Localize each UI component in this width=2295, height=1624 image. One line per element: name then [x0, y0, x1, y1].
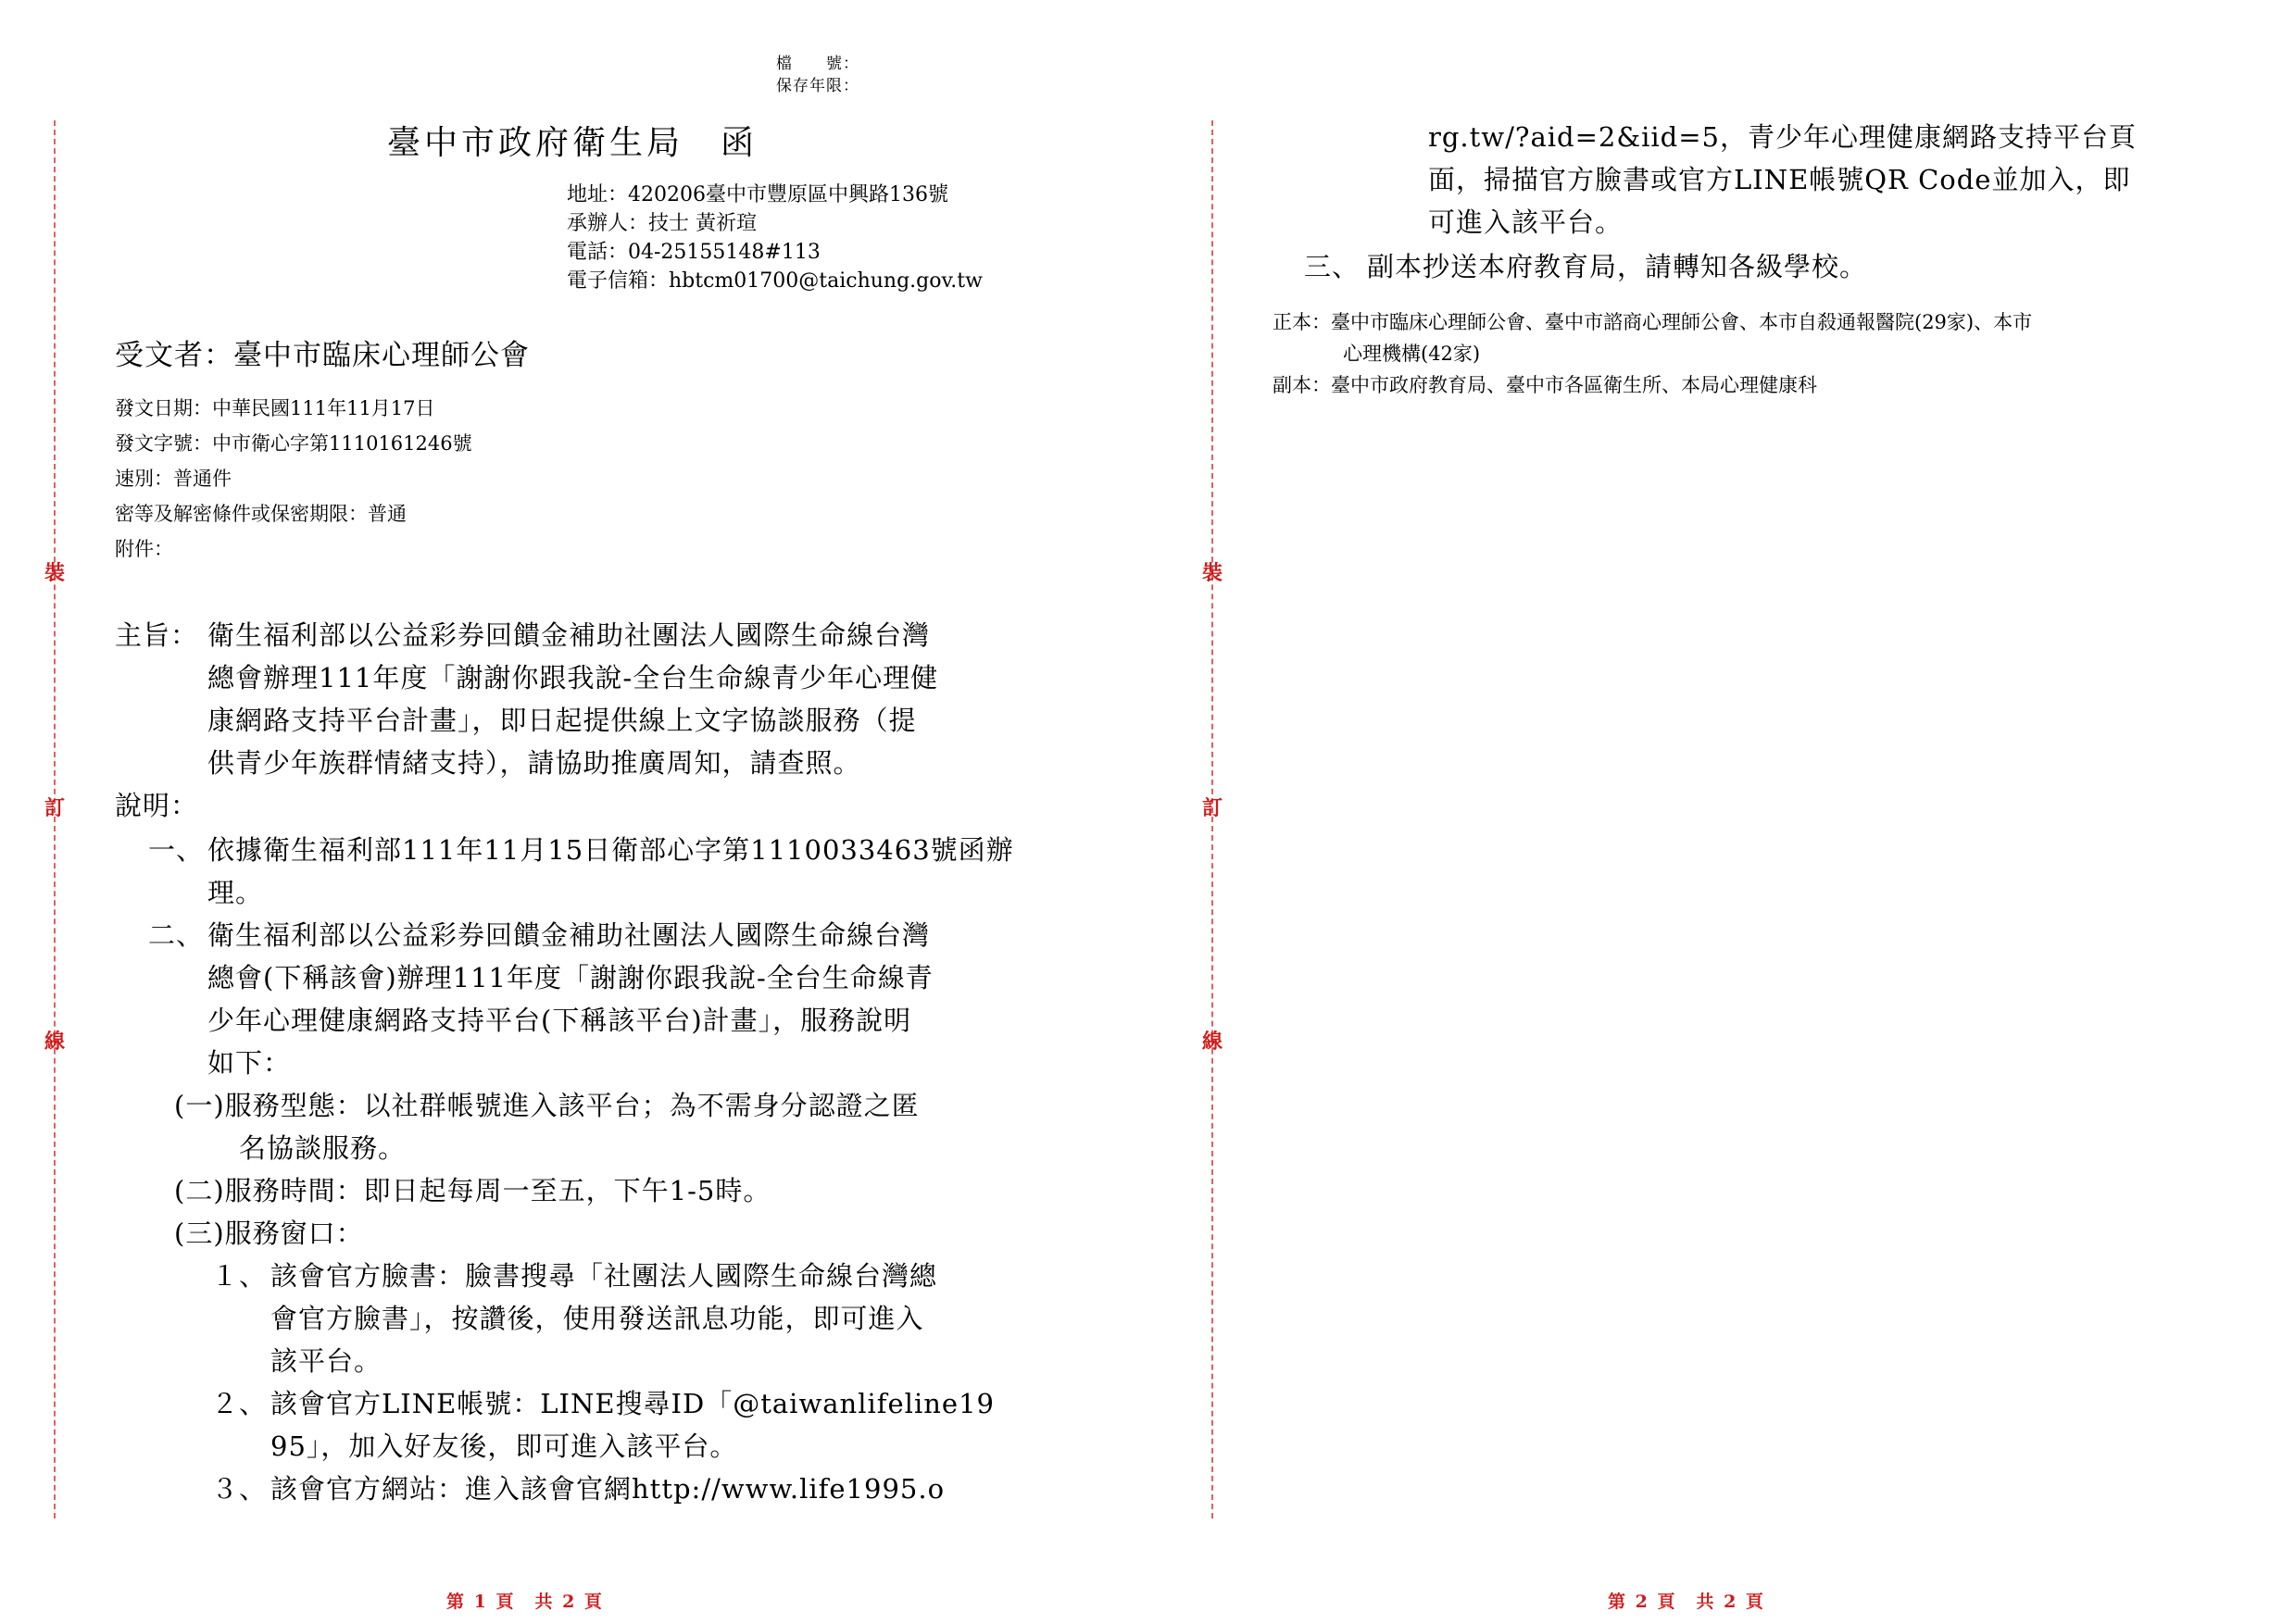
sender-address: 地址：420206臺中市豐原區中興路136號	[567, 183, 948, 206]
binding-mark-zhuang-2: 裝	[1202, 561, 1223, 585]
subject-line: 供青少年族群情緒支持），請協助推廣周知，請查照。	[207, 747, 861, 779]
window1-number: １、	[211, 1260, 268, 1292]
window3-line: 該會官方網站：進入該會官網http://www.life1995.o	[270, 1473, 946, 1505]
binding-mark-ding-2: 訂	[1202, 796, 1223, 820]
letter-title: 臺中市政府衛生局 函	[387, 124, 759, 162]
window2-line: 95」，加入好友後，即可進入該平台。	[270, 1430, 738, 1462]
item1-number: 一、	[148, 834, 205, 866]
item2-line: 少年心理健康網路支持平台(下稱該平台)計畫」，服務說明	[207, 1005, 912, 1036]
subject-line: 總會辦理111年度「謝謝你跟我說-全台生命線青少年心理健	[207, 662, 939, 693]
attachment: 附件：	[115, 538, 173, 560]
issue-date: 發文日期：中華民國111年11月17日	[115, 397, 435, 419]
item1-line: 理。	[207, 877, 264, 908]
delivery-speed: 速別：普通件	[115, 468, 232, 490]
window3-continued-line: 面，掃描官方臉書或官方LINE帳號QR Code並加入，即	[1428, 164, 2131, 195]
sender-email: 電子信箱：hbtcm01700@taichung.gov.tw	[567, 269, 983, 293]
subject-line: 衛生福利部以公益彩券回饋金補助社團法人國際生命線台灣	[207, 619, 931, 651]
page-number-2: 第 2 頁 共 2 頁	[1608, 1592, 1765, 1612]
window1-line: 該會官方臉書：臉書搜尋「社團法人國際生命線台灣總	[270, 1260, 938, 1292]
sub1-line: 名協談服務。	[239, 1132, 407, 1164]
sender-contact: 承辦人：技士 黃祈瑄	[567, 212, 757, 235]
binding-mark-zhuang-1: 裝	[44, 561, 66, 585]
binding-mark-xian-2: 線	[1202, 1030, 1223, 1054]
binding-mark-ding-1: 訂	[44, 796, 66, 820]
window2-number: ２、	[211, 1388, 268, 1419]
document-number: 發文字號：中市衛心字第1110161246號	[115, 432, 472, 455]
item2-line: 如下：	[207, 1047, 292, 1079]
item2-line: 總會(下稱該會)辦理111年度「謝謝你跟我說-全台生命線青	[207, 962, 934, 993]
file-number-label: 檔 號：	[776, 55, 859, 73]
window3-continued-line: rg.tw/?aid=2&iid=5，青少年心理健康網路支持平台頁	[1428, 121, 2137, 153]
item3-text: 副本抄送本府教育局，請轉知各級學校。	[1367, 251, 1868, 282]
security-level: 密等及解密條件或保密期限：普通	[115, 503, 407, 525]
window1-line: 會官方臉書」，按讚後，使用發送訊息功能，即可進入	[270, 1303, 924, 1334]
item2-number: 二、	[148, 919, 205, 951]
recipient: 受文者：臺中市臨床心理師公會	[115, 339, 530, 372]
item1-line: 依據衛生福利部111年11月15日衛部心字第1110033463號函辦	[207, 834, 1014, 866]
binding-mark-xian-1: 線	[44, 1030, 66, 1054]
sub2-line: (二)服務時間：即日起每周一至五，下午1-5時。	[174, 1175, 771, 1206]
sub3-line: (三)服務窗口：	[174, 1218, 364, 1249]
main-recipients-cont: 心理機構(42家)	[1343, 343, 1481, 365]
item3-number: 三、	[1304, 251, 1361, 282]
sender-phone: 電話：04-25155148#113	[567, 241, 821, 264]
subject-line: 康網路支持平台計畫」，即日起提供線上文字協談服務（提	[207, 705, 917, 736]
retention-label: 保存年限：	[776, 77, 859, 95]
copy-recipients: 副本：臺中市政府教育局、臺中市各區衛生所、本局心理健康科	[1273, 374, 1817, 396]
window2-line: 該會官方LINE帳號：LINE搜尋ID「@taiwanlifeline19	[270, 1388, 995, 1419]
page-number-1: 第 1 頁 共 2 頁	[446, 1592, 604, 1612]
window1-line: 該平台。	[270, 1345, 382, 1377]
main-recipients: 正本：臺中市臨床心理師公會、臺中市諮商心理師公會、本市自殺通報醫院(29家)、本市	[1273, 311, 2033, 333]
sub1-line: (一)服務型態：以社群帳號進入該平台；為不需身分認證之匿	[174, 1090, 920, 1121]
window3-continued-line: 可進入該平台。	[1428, 206, 1624, 238]
item2-line: 衛生福利部以公益彩券回饋金補助社團法人國際生命線台灣	[207, 919, 931, 951]
explanation-label: 說明：	[115, 790, 199, 821]
subject-label: 主旨：	[115, 619, 199, 651]
window3-number: ３、	[211, 1473, 268, 1505]
